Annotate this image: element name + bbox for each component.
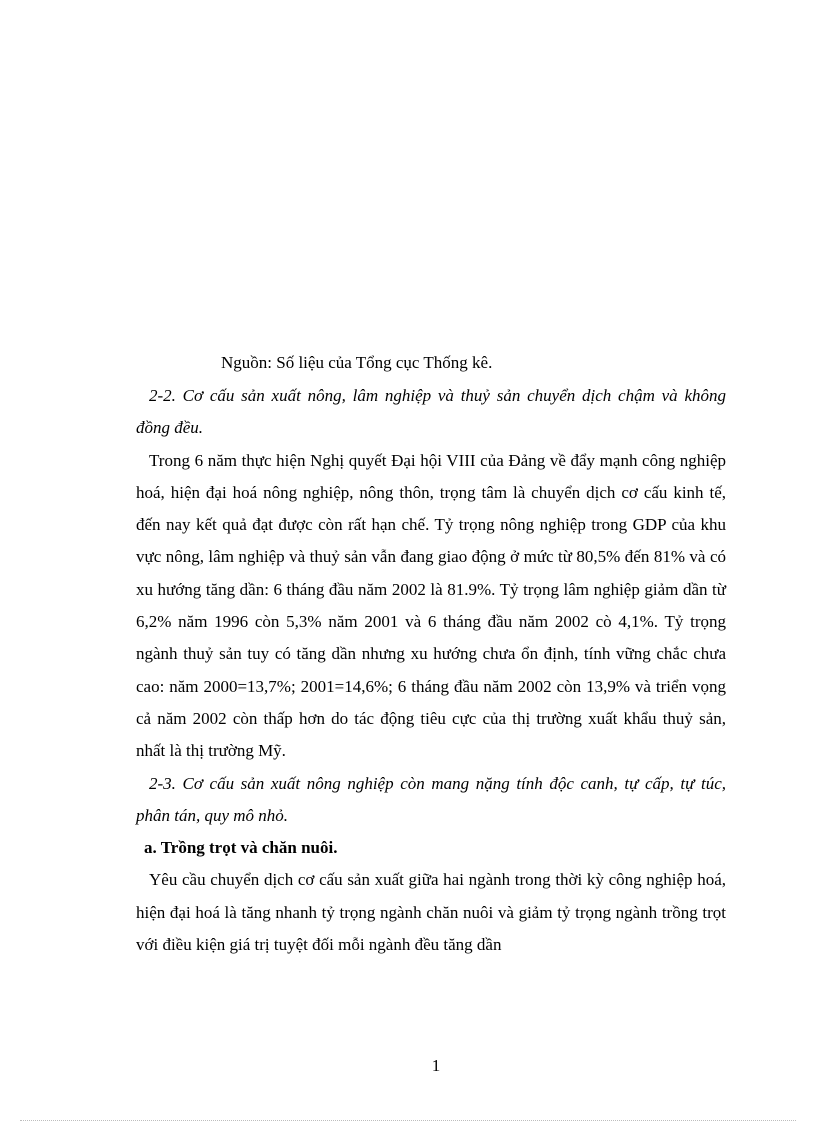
- subheading-a: a. Trồng trọt và chăn nuôi.: [144, 838, 338, 858]
- paragraph-2: Yêu cầu chuyển dịch cơ cấu sản xuất giữa hai ngành trong thời kỳ công nghiệp hoá, hiện đại hoá là tăng nhanh tỷ trọng ngành chăn nuôi và giảm tỷ trọng ngành trồng trọt với điều kiện giá trị tuyệt đối mỗi ngành đều tăng dần: [136, 870, 726, 955]
- paragraph-1: Trong 6 năm thực hiện Nghị quyết Đại hội VIII của Đảng về đẩy mạnh công nghiệp hoá, hiện đại hoá nông nghiệp, nông thôn, trọng tâm là chuyển dịch cơ cấu kinh tế, đến nay kết quả đạt được còn rất hạn chế. Tỷ trọng nông nghiệp trong GDP của khu vực nông, lâm nghiệp và thuỷ sản vẫn đang giao động ở mức từ 80,5% đến 81% và có xu hướng tăng dần: 6 tháng đầu năm 2002 là 81.9%. Tỷ trọng lâm nghiệp giảm dần từ 6,2% năm 1996 còn 5,3% năm 2001 và 6 tháng đầu năm 2002 cò 4,1%. Tỷ trọng ngành thuỷ sản tuy có tăng dần nhưng xu hướng chưa ổn định, tính vững chắc chưa cao: năm 2000=13,7%; 2001=14,6%; 6 tháng đầu năm 2002 còn 13,9% và triển vọng cả năm 2002 còn thấp hơn do tác động tiêu cực của thị trường xuất khẩu thuỷ sản, nhất là thị trường Mỹ.: [136, 450, 726, 761]
- body-text: [136, 380, 726, 961]
- page-number: 1: [431, 1056, 441, 1075]
- source-note: Nguồn: Số liệu của Tổng cục Thống kê.: [221, 353, 493, 372]
- section-2-2-heading: 2-2. Cơ cấu sản xuất nông, lâm nghiệp và thuỷ sản chuyển dịch chậm và không đồng đều.: [136, 386, 726, 438]
- page-bottom-rule: [20, 1120, 796, 1121]
- section-2-3-heading: 2-3. Cơ cấu sản xuất nông nghiệp còn mang nặng tính độc canh, tự cấp, tự túc, phân tán, quy mô nhỏ.: [136, 773, 726, 825]
